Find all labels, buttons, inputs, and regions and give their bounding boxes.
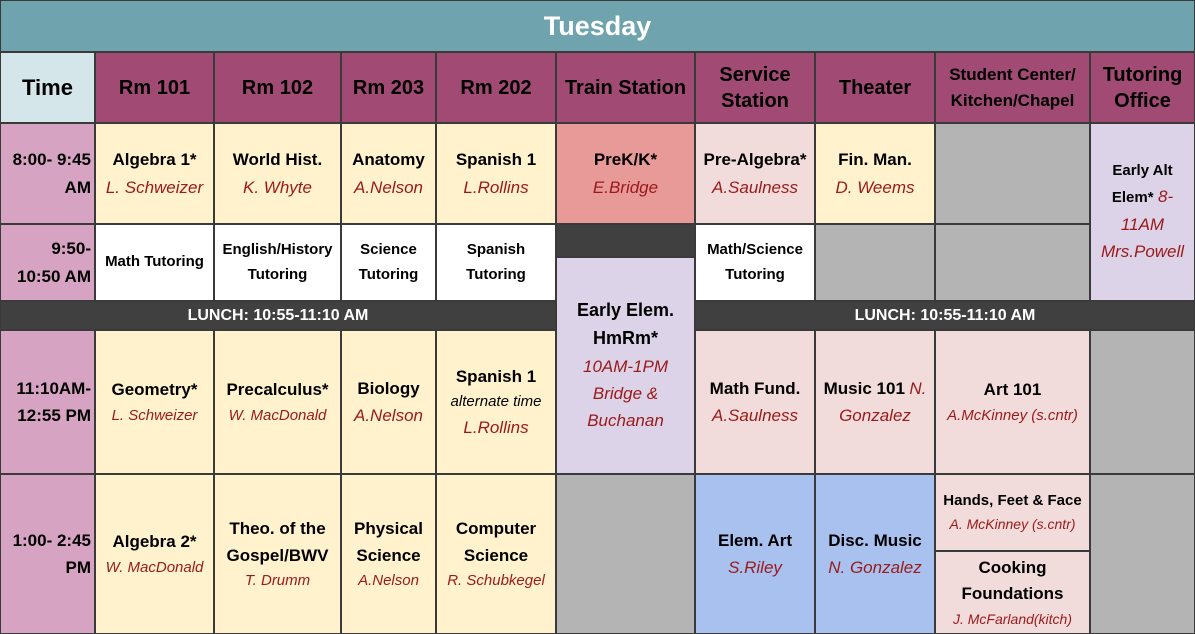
course-name: Biology [357, 378, 420, 398]
teacher-name: L.Rollins [463, 418, 529, 437]
course-name: Algebra 1* [112, 150, 197, 170]
p1-rm202 [436, 123, 556, 224]
course-name-line2: Foundations [961, 584, 1064, 604]
course-name-line2: Science [463, 546, 529, 565]
header-service-line2: Station [721, 89, 789, 112]
p2-theater-empty [815, 224, 935, 301]
p4-train-station-empty [556, 474, 695, 634]
p4-service-station [695, 474, 815, 634]
course-name: Pre-Algebra* [703, 150, 807, 170]
course-name: Elem. Art [717, 530, 792, 550]
p3-rm101 [95, 330, 214, 474]
header-rm101-text: Rm 101 [118, 76, 191, 99]
course-name: Hands, Feet & Face [943, 492, 1082, 510]
p2-train-station-blocked [556, 224, 695, 257]
course-name: Spanish 1 [455, 366, 537, 386]
p2-rm202 [436, 224, 556, 301]
teacher-name: L.Rollins [463, 177, 529, 197]
teacher-name: A.Nelson [354, 406, 423, 425]
time-p2-line1: 9:50- [51, 239, 91, 259]
teacher-name-line2: Buchanan [587, 410, 664, 430]
lunch-bar-right [695, 301, 1195, 330]
lunch-label: LUNCH: 10:55-11:10 AM [854, 306, 1036, 324]
p4-theater [815, 474, 935, 634]
header-student-center [935, 52, 1090, 123]
p3-service-station [695, 330, 815, 474]
header-tutoring-office [1090, 52, 1195, 123]
course-name-line1: Physical [354, 518, 423, 538]
teacher-name: R. Schubkegel [447, 572, 545, 590]
course-line [824, 375, 927, 403]
header-student-line2: Kitchen/Chapel [950, 90, 1075, 110]
teacher-name: L. Schweizer [105, 177, 204, 197]
header-service-station [695, 52, 815, 123]
header-time [0, 52, 95, 123]
course-name-line2: HmRm* [592, 327, 658, 348]
p3-tutoring-office-empty [1090, 330, 1195, 474]
p4-rm101 [95, 474, 214, 634]
course-name-line1: Theo. of the [229, 518, 326, 538]
p3-rm203 [341, 330, 436, 474]
tutoring-label-line1: Spanish [466, 240, 526, 258]
header-tutoring-line1: Tutoring [1102, 63, 1183, 86]
header-service-line1: Service [719, 63, 791, 86]
header-rm203 [341, 52, 436, 123]
p2-service-station [695, 224, 815, 301]
p2-rm101 [95, 224, 214, 301]
header-time-text: Time [22, 74, 73, 100]
course-name: Anatomy [352, 150, 425, 170]
header-rm102-text: Rm 102 [241, 76, 314, 99]
course-name: Geometry* [111, 380, 198, 400]
teacher-name: K. Whyte [243, 177, 312, 197]
lunch-bar-left [0, 301, 556, 330]
time-p1-line2: AM [64, 177, 91, 197]
teacher-name: L. Schweizer [111, 406, 198, 424]
time-p3-line2: 12:55 PM [17, 406, 91, 425]
course-name: Spanish 1 [455, 150, 537, 170]
teacher-name-part2: Gonzalez [839, 406, 911, 426]
teacher-name: D. Weems [835, 177, 915, 197]
time-p4-line1: 1:00- 2:45 [12, 530, 91, 550]
tutoring-label-line1: Science [360, 240, 417, 258]
teacher-name: N. Gonzalez [828, 558, 922, 577]
teacher-name: A. McKinney (s.cntr) [949, 516, 1076, 533]
course-name-line1: Cooking [978, 557, 1047, 577]
p1-rm203 [341, 123, 436, 224]
tutoring-label-line1: Math/Science [707, 240, 803, 258]
course-name-line2 [1112, 183, 1173, 211]
teacher-name: J. McFarland(kitch) [952, 610, 1073, 627]
p2-student-center-empty [935, 224, 1090, 301]
course-name: Precalculus* [226, 380, 329, 400]
p2-rm203 [341, 224, 436, 301]
course-name-line1: Computer [455, 518, 537, 538]
header-theater-text: Theater [838, 76, 912, 99]
teacher-name: A.Nelson [358, 572, 419, 590]
p4-rm203 [341, 474, 436, 634]
teacher-name: T. Drumm [244, 572, 311, 590]
course-name-line1: Early Alt [1112, 162, 1173, 180]
teacher-name: Mrs.Powell [1100, 241, 1185, 261]
teacher-name: E.Bridge [592, 177, 659, 197]
course-name: Fin. Man. [838, 150, 912, 170]
p4-student-center-bottom [935, 551, 1090, 634]
time-line: 10AM-1PM [582, 356, 669, 376]
lunch-label: LUNCH: 10:55-11:10 AM [187, 306, 369, 324]
teacher-name: A.Nelson [354, 177, 423, 197]
course-name: Music 101 [823, 378, 905, 398]
teacher-name: S.Riley [728, 558, 782, 577]
p4-rm202 [436, 474, 556, 634]
course-name: PreK/K* [593, 150, 658, 170]
header-rm102 [214, 52, 341, 123]
course-name-line2: Gospel/BWV [226, 546, 329, 565]
header-rm202 [436, 52, 556, 123]
header-rm202-text: Rm 202 [460, 76, 532, 99]
time-period-3 [0, 330, 95, 474]
header-theater [815, 52, 935, 123]
time-period-2 [0, 224, 95, 301]
p2-rm102 [214, 224, 341, 301]
time-p4-line2: PM [65, 558, 91, 577]
time-part: 8- [1158, 187, 1174, 207]
course-name: Algebra 2* [112, 532, 197, 552]
tutoring-label-line2: Tutoring [725, 265, 785, 283]
teacher-name: A.McKinney (s.cntr) [947, 406, 1078, 424]
time-p2-line2: 10:50 AM [16, 266, 91, 286]
p3-rm102 [214, 330, 341, 474]
p1-service-station [695, 123, 815, 224]
header-tutoring-line2: Office [1114, 89, 1171, 112]
p1-rm101 [95, 123, 214, 224]
p1-train-station [556, 123, 695, 224]
header-student-line1: Student Center/ [949, 65, 1076, 84]
tutoring-label-line1: English/History [222, 240, 333, 258]
header-train-text: Train Station [564, 76, 687, 99]
course-name: Disc. Music [828, 530, 922, 550]
tutoring-label-line2: Tutoring [247, 265, 308, 283]
schedule-note: alternate time [450, 393, 542, 410]
course-name: World Hist. [232, 150, 323, 170]
teacher-name-part1: N. [909, 378, 927, 398]
course-name-part: Elem* [1111, 189, 1154, 207]
teacher-name: W. MacDonald [228, 406, 327, 424]
p1-rm102 [214, 123, 341, 224]
p4-rm102 [214, 474, 341, 634]
course-name-line1: Early Elem. [576, 299, 675, 320]
p1-student-center-empty [935, 123, 1090, 224]
course-name-line2: Science [356, 546, 421, 565]
teacher-name: W. MacDonald [105, 558, 204, 576]
header-rm101 [95, 52, 214, 123]
tutoring-label: Math Tutoring [105, 253, 204, 271]
time-p1-line1: 8:00- 9:45 [12, 150, 91, 170]
day-title-text: Tuesday [543, 10, 652, 41]
course-name: Art 101 [983, 380, 1042, 400]
p1-theater [815, 123, 935, 224]
course-name: Math Fund. [709, 378, 801, 398]
time-period-4 [0, 474, 95, 634]
time-period-1 [0, 123, 95, 224]
early-elem-homeroom [556, 257, 695, 474]
p3-rm202 [436, 330, 556, 474]
tutoring-office-early-alt [1090, 123, 1195, 301]
teacher-name: A.Saulness [712, 406, 798, 425]
time-p3-line1: 11:10AM- [16, 378, 91, 398]
p3-student-center [935, 330, 1090, 474]
p4-student-center-top [935, 474, 1090, 551]
tutoring-label-line2: Tutoring [466, 265, 526, 283]
p3-theater [815, 330, 935, 474]
tutoring-label-line2: Tutoring [358, 265, 419, 283]
header-rm203-text: Rm 203 [352, 76, 425, 99]
time-line: 11AM [1120, 214, 1165, 234]
teacher-name: A.Saulness [712, 177, 798, 197]
teacher-name-line1: Bridge & [592, 383, 659, 403]
day-title [0, 0, 1195, 52]
p4-tutoring-office-empty [1090, 474, 1195, 634]
header-train-station [556, 52, 695, 123]
